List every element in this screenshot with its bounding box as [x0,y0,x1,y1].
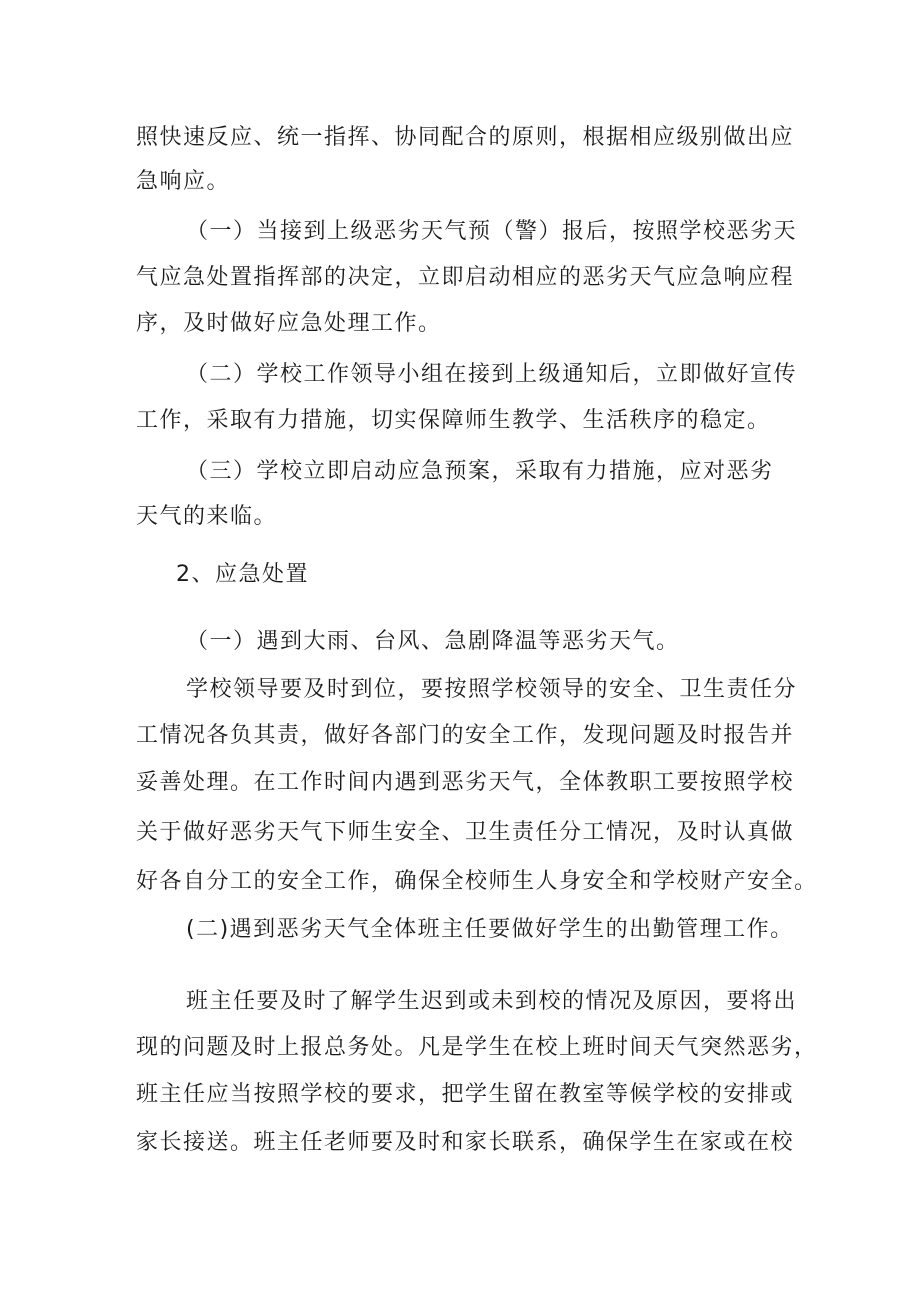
paragraph-line: 天气的来临。 [136,504,278,529]
paragraph-line: 工作，采取有力措施，切实保障师生教学、生活秩序的稳定。 [136,408,771,433]
section-heading: 2、应急处置 [176,562,309,587]
subsection-heading: （一）遇到大雨、台风、急剧降温等恶劣天气。 [186,629,680,654]
paragraph-line: 气应急处置指挥部的决定，立即启动相应的恶劣天气应急响应程 [136,265,795,290]
paragraph-line: （二）学校工作领导小组在接到上级通知后，立即做好宣传 [186,362,798,387]
paragraph-line: （一）当接到上级恶劣天气预（警）报后，按照学校恶劣天 [186,219,798,244]
paragraph-line: 关于做好恶劣天气下师生安全、卫生责任分工情况，及时认真做 [136,820,795,845]
subsection-heading: (二)遇到恶劣天气全体班主任要做好学生的出勤管理工作。 [186,917,794,942]
paragraph-line: （三）学校立即启动应急预案，采取有力措施，应对恶劣 [186,459,774,484]
paragraph-line: 照快速反应、统一指挥、协同配合的原则，根据相应级别做出应 [136,125,795,150]
paragraph-line: 工情况各负其责，做好各部门的安全工作，发现问题及时报告并 [136,723,795,748]
paragraph-line: 急响应。 [136,169,231,194]
paragraph-line: 序，及时做好应急处理工作。 [136,311,442,336]
paragraph-line: 妥善处理。在工作时间内遇到恶劣天气，全体教职工要按照学校 [136,770,795,795]
paragraph-line: 好各自分工的安全工作，确保全校师生人身安全和学校财产安全。 [136,869,818,894]
paragraph-line: 家长接送。班主任老师要及时和家长联系，确保学生在家或在校 [136,1130,795,1155]
paragraph-line: 现的问题及时上报总务处。凡是学生在校上班时间天气突然恶劣， [136,1035,818,1060]
paragraph-line: 班主任应当按照学校的要求，把学生留在教室等候学校的安排或 [136,1082,795,1107]
paragraph-line: 班主任要及时了解学生迟到或未到校的情况及原因，要将出 [186,989,798,1014]
paragraph-line: 学校领导要及时到位，要按照学校领导的安全、卫生责任分 [186,677,798,702]
